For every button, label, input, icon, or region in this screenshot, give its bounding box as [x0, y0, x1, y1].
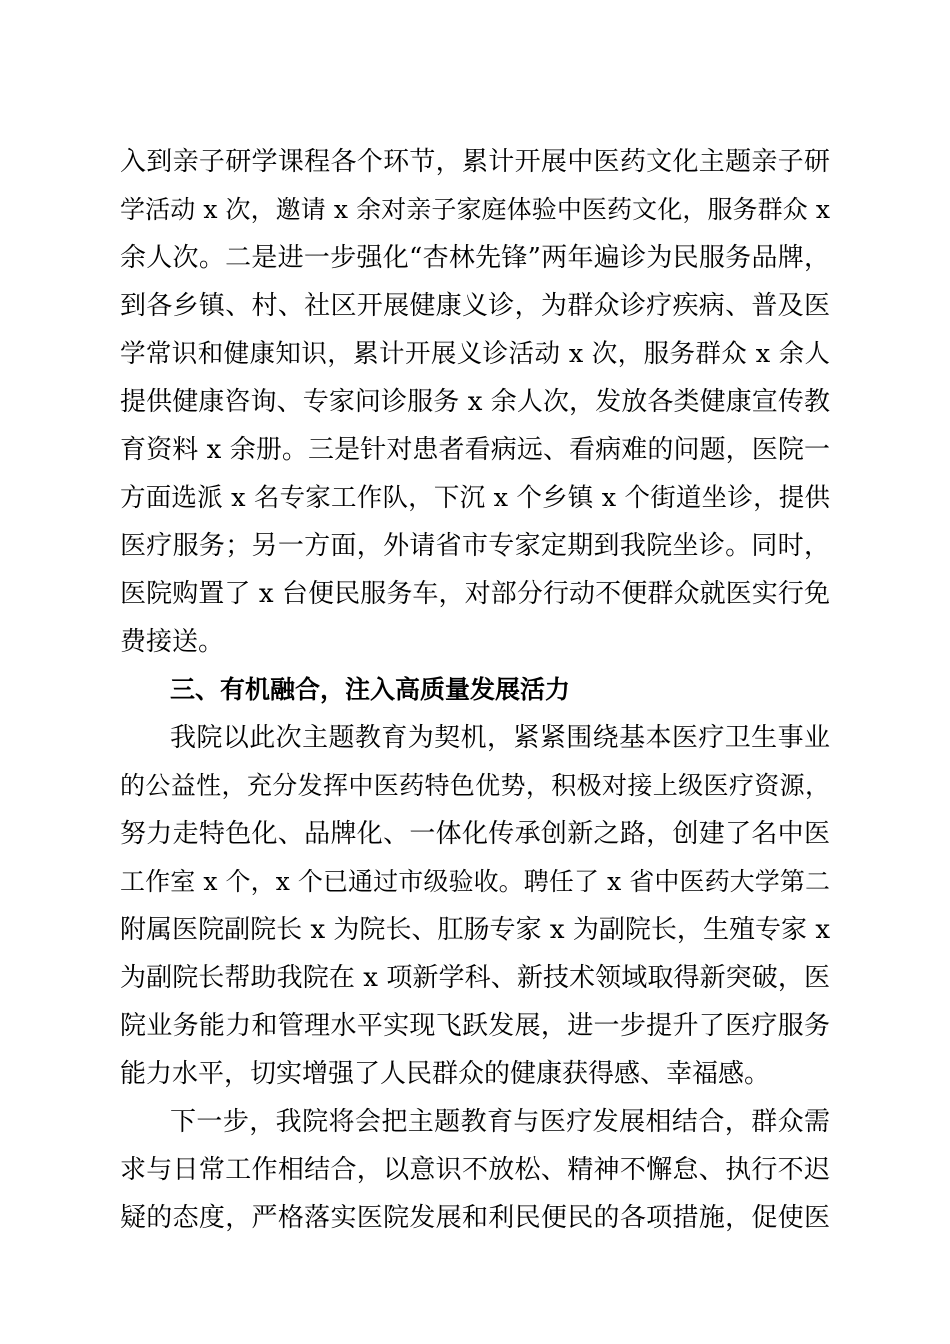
paragraph-1-line-5: 学常识和健康知识，累计开展义诊活动 x 次，服务群众 x 余人	[120, 339, 830, 369]
section-3-heading: 三、有机融合，注入高质量发展活力	[170, 675, 571, 704]
paragraph-2-line-7: 院业务能力和管理水平实现飞跃发展，进一步提升了医疗服务	[120, 1011, 830, 1041]
paragraph-2-line-5: 附属医院副院长 x 为院长、肛肠专家 x 为副院长，生殖专家 x	[120, 915, 830, 945]
paragraph-3-line-1: 下一步，我院将会把主题教育与医疗发展相结合，群众需	[170, 1107, 830, 1137]
paragraph-1-line-10: 医院购置了 x 台便民服务车，对部分行动不便群众就医实行免	[120, 579, 830, 609]
paragraph-1-line-3: 余人次。二是进一步强化“杏林先锋”两年遍诊为民服务品牌，	[120, 243, 830, 273]
paragraph-1-line-6: 提供健康咨询、专家问诊服务 x 余人次，发放各类健康宣传教	[120, 387, 830, 417]
paragraph-3-line-2: 求与日常工作相结合，以意识不放松、精神不懈怠、执行不迟	[120, 1155, 830, 1185]
paragraph-2-line-4: 工作室 x 个，x 个已通过市级验收。聘任了 x 省中医药大学第二	[120, 867, 830, 896]
paragraph-2-line-6: 为副院长帮助我院在 x 项新学科、新技术领域取得新突破，医	[120, 963, 830, 993]
paragraph-1-line-11: 费接送。	[120, 627, 225, 657]
paragraph-1-line-9: 医疗服务；另一方面，外请省市专家定期到我院坐诊。同时，	[120, 531, 830, 561]
paragraph-2-line-2: 的公益性，充分发挥中医药特色优势，积极对接上级医疗资源，	[120, 771, 830, 800]
paragraph-3-line-3: 疑的态度，严格落实医院发展和利民便民的各项措施，促使医	[120, 1203, 830, 1233]
paragraph-1-line-8: 方面选派 x 名专家工作队，下沉 x 个乡镇 x 个街道坐诊，提供	[120, 483, 830, 513]
paragraph-1-line-1: 入到亲子研学课程各个环节，累计开展中医药文化主题亲子研	[120, 147, 830, 177]
paragraph-2-line-1: 我院以此次主题教育为契机，紧紧围绕基本医疗卫生事业	[170, 723, 830, 753]
paragraph-2-line-3: 努力走特色化、品牌化、一体化传承创新之路，创建了名中医	[120, 819, 830, 849]
paragraph-1-line-2: 学活动 x 次，邀请 x 余对亲子家庭体验中医药文化，服务群众 x	[120, 195, 830, 224]
paragraph-1-line-7: 育资料 x 余册。三是针对患者看病远、看病难的问题，医院一	[120, 435, 830, 465]
paragraph-2-line-8: 能力水平，切实增强了人民群众的健康获得感、幸福感。	[120, 1059, 771, 1089]
paragraph-1-line-4: 到各乡镇、村、社区开展健康义诊，为群众诊疗疾病、普及医	[120, 291, 830, 321]
